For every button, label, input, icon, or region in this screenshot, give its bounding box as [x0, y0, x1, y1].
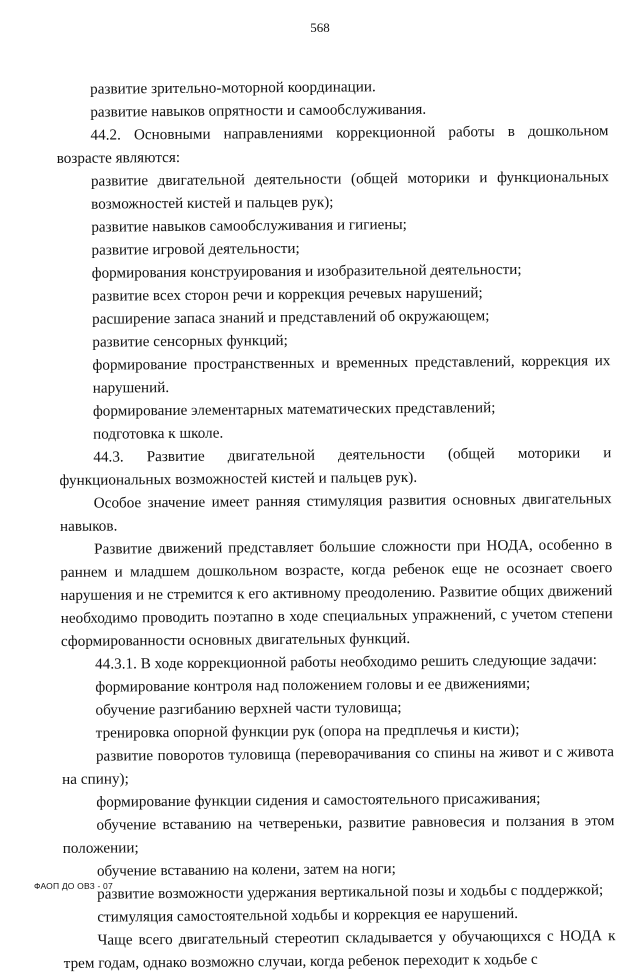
- paragraph: Развитие движений представляет большие сложности при НОДА, особенно в раннем и младшем дошкольном возрасте, когда ребенок еще не осознает своего нарушения и не стремится к его активному преодолению. Развитие общих движений необходимо проводить поэтапно в ходе специальных упражнений, с учетом степени сформированности основных двигательных функций.: [60, 536, 613, 650]
- document-footer: ФАОП ДО ОВЗ - 07: [34, 881, 113, 891]
- list-item: тренировка опорной функции рук (опора на предплечья и кисти);: [95, 720, 520, 742]
- paragraph: развитие поворотов туловища (переворачивания со спины на живот и с живота на спину);: [62, 743, 614, 788]
- list-item: формирования конструирования и изобразительной деятельности;: [91, 260, 522, 282]
- list-item: формирование элементарных математических представлений;: [92, 399, 496, 420]
- list-item: обучение разгибанию верхней части туловища;: [95, 699, 402, 719]
- list-item: развитие двигательной деятельности (общей моторики и функциональных возможностей кистей и пальцев рук);: [90, 168, 609, 213]
- list-item: стимуляция самостоятельной ходьбы и коррекция ее нарушений.: [97, 905, 519, 926]
- paragraph: 44.2. Основными направлениями коррекционной работы в дошкольном возрасте являются:: [56, 122, 609, 167]
- paragraph: Чаще всего двигательный стереотип складывается у обучающихся с НОДА к трем годам, однако возможно случаи, когда ребенок переходит к ходьбе с: [63, 927, 616, 972]
- paragraph: Особое значение имеет ранняя стимуляция развития основных двигательных навыков.: [59, 490, 612, 535]
- list-item: расширение запаса знаний и представлений об окружающем;: [92, 307, 490, 328]
- page-number: 568: [310, 20, 330, 35]
- list-item: развитие сенсорных функций;: [92, 331, 288, 351]
- paragraph: 44.3. Развитие двигательной деятельности (общей моторики и функциональных возможностей кистей и пальцев рук).: [59, 444, 612, 489]
- document-body: [56, 73, 616, 975]
- paragraph: обучение вставанию на четвереньки, развитие равновесия и ползания в этом положении;: [62, 812, 615, 857]
- list-item: формирование контроля над положением головы и ее движениями;: [95, 674, 531, 696]
- list-item: развитие всех сторон речи и коррекция речевых нарушений;: [91, 284, 483, 305]
- list-item: развитие возможности удержания вертикальной позы и ходьбы с поддержкой;: [97, 881, 604, 903]
- list-item: развитие навыков опрятности и самообслуживания.: [90, 100, 427, 121]
- list-item: развитие зрительно-моторной координации.: [90, 78, 376, 98]
- list-item: формирование функции сидения и самостоятельного присаживания;: [96, 789, 541, 811]
- list-item: подготовка к школе.: [93, 424, 224, 443]
- list-item: обучение вставанию на колени, затем на ноги;: [96, 860, 396, 880]
- list-item: развитие навыков самообслуживания и гигиены;: [91, 215, 407, 236]
- paragraph: 44.3.1. В ходе коррекционной работы необходимо решить следующие задачи:: [95, 651, 597, 673]
- list-item: развитие игровой деятельности;: [91, 239, 300, 259]
- list-item: формирование пространственных и временных представлений, коррекция их нарушений.: [92, 352, 611, 397]
